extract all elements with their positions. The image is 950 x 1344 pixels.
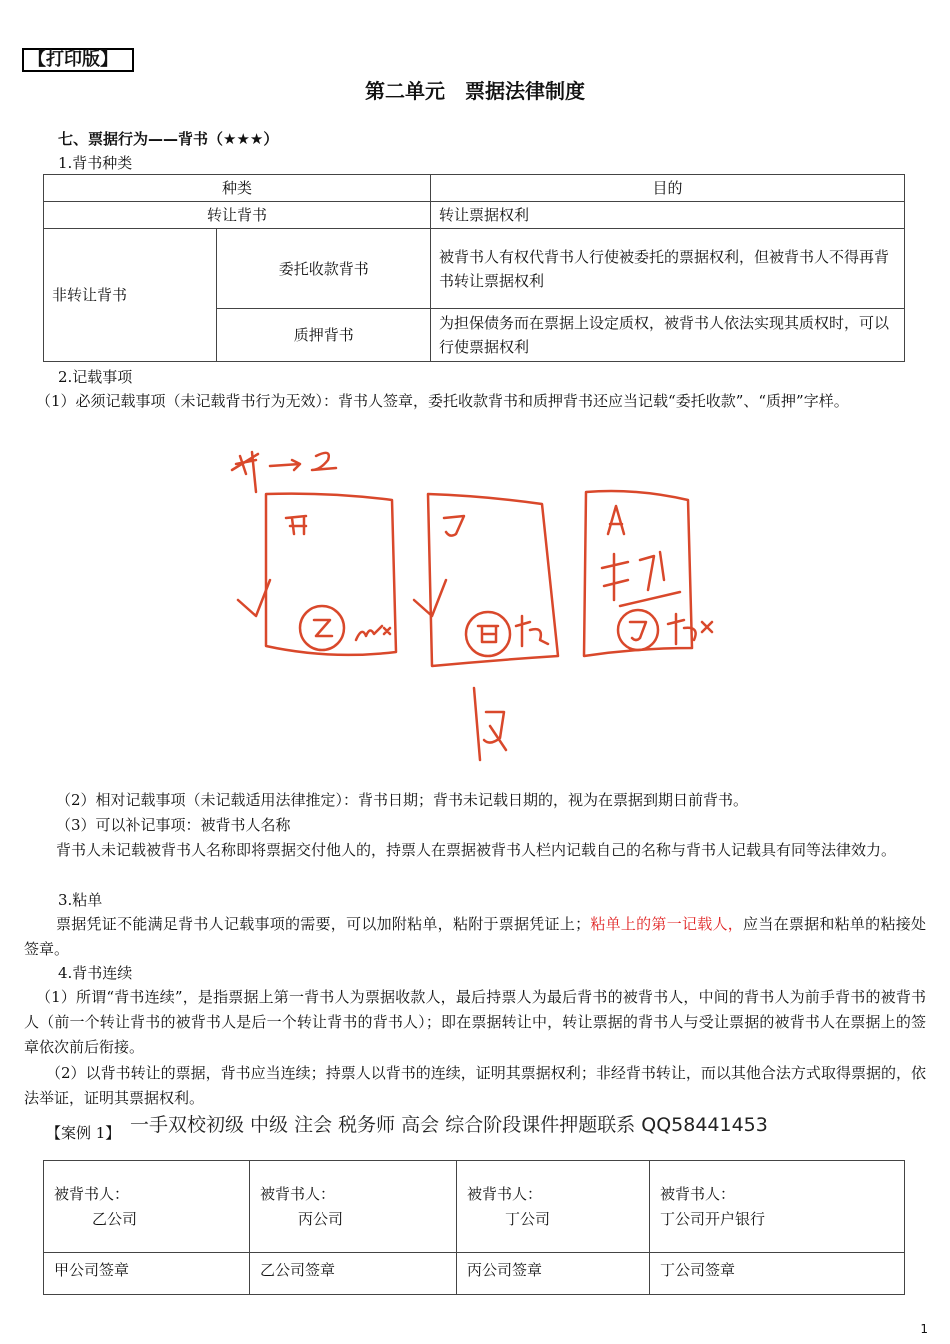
table-cell-purpose: 被背书人有权代背书人行使被委托的票据权利，但被背书人不得再背书转让票据权利	[431, 229, 905, 309]
endorsee-label: 被背书人：	[54, 1185, 130, 1203]
endorsee-label: 被背书人：	[660, 1185, 736, 1203]
handwriting-arrow	[270, 460, 300, 470]
paragraph-supplementary-detail: 背书人未记载被背书人名称即将票据交付他人的，持票人在票据被背书人栏内记载自己的名称与背书人记载具有同等法律效力。	[56, 841, 897, 859]
table-cell-purpose: 转让票据权利	[431, 202, 905, 229]
endorsee-name: 丙公司	[298, 1210, 344, 1228]
handwriting-stroke	[232, 452, 258, 492]
paragraph-continuity-rule: （2）以背书转让的票据，背书应当连续；持票人以背书的连续，证明其票据权利；非经背书转让，而以其他合法方式取得票据的，依法举证，证明其票据权利。	[24, 1064, 926, 1107]
handwriting-stroke	[630, 622, 646, 640]
handwriting-stroke	[516, 616, 548, 646]
handwriting-stroke	[286, 516, 306, 534]
handwriting-stroke	[620, 592, 680, 606]
subheading-allonge: 3.粘单	[58, 891, 103, 909]
handwriting-stroke	[314, 620, 332, 636]
allonge-text-c: 应当在票据和粘单的粘接处签章。	[24, 915, 926, 958]
subheading-continuity: 4.背书连续	[58, 964, 133, 982]
table-header-purpose: 目的	[431, 175, 905, 202]
paragraph-mandatory-items: （1）必须记载事项（未记载背书行为无效）：背书人签章，委托收款背书和质押背书还应当记载“委托收款”、“质押”字样。	[36, 392, 849, 410]
table-cell-endorsee	[457, 1161, 650, 1253]
paragraph-allonge	[24, 912, 926, 962]
handwriting-stroke	[356, 626, 390, 640]
table-cell-signature: 甲公司签章	[44, 1253, 250, 1295]
watermark-text: 一手双校初级 中级 注会 税务师 高会 综合阶段课件押题联系 QQ58441453	[130, 1114, 768, 1136]
table-header-type: 种类	[44, 175, 431, 202]
handwriting-stroke	[602, 552, 664, 600]
sketch-box-2	[428, 494, 558, 666]
case-label: 【案例 1】	[46, 1124, 121, 1142]
subheading-recording-items: 2.记载事项	[58, 368, 133, 386]
handwriting-stroke	[478, 626, 498, 642]
handwriting-stroke	[608, 506, 624, 534]
table-row	[44, 229, 905, 309]
endorsee-name: 丁公司开户银行	[660, 1210, 766, 1228]
table-cell-type: 委托收款背书	[217, 229, 431, 309]
table-row	[44, 202, 905, 229]
table-cell-signature: 丁公司签章	[650, 1253, 905, 1295]
paragraph-supplementary-items: （3）可以补记事项：被背书人名称	[56, 816, 291, 834]
table-header-row	[44, 175, 905, 202]
handwriting-stroke	[474, 688, 506, 760]
table-cell-type: 质押背书	[217, 309, 431, 362]
subheading-endorsement-types: 1.背书种类	[58, 154, 133, 172]
endorsee-name: 丁公司	[505, 1210, 551, 1228]
allonge-highlight: 粘单上的第一记载人，	[590, 915, 744, 933]
paragraph-relative-items: （2）相对记载事项（未记载适用法律推定）：背书日期；背书未记载日期的，视为在票据到期日前背书。	[56, 791, 749, 809]
print-version-badge: 【打印版】	[22, 48, 134, 72]
table-cell-non-transfer: 非转让背书	[44, 229, 217, 362]
table-row	[44, 1161, 905, 1253]
table-cell-signature: 丙公司签章	[457, 1253, 650, 1295]
table-cell-endorsee	[650, 1161, 905, 1253]
sketch-circle-3	[618, 610, 658, 650]
page-number: 1	[920, 1322, 928, 1336]
table-cell-signature: 乙公司签章	[250, 1253, 457, 1295]
section-title: 七、票据行为——背书（★★★）	[58, 130, 279, 148]
table-cell-purpose: 为担保债务而在票据上设定质权，被背书人依法实现其质权时，可以行使票据权利	[431, 309, 905, 362]
handwriting-stroke	[444, 516, 464, 536]
table-cell-endorsee	[44, 1161, 250, 1253]
allonge-text-a: 票据凭证不能满足背书人记载事项的需要，可以加附粘单，粘附于票据凭证上；	[56, 915, 591, 933]
table-cell-endorsee	[250, 1161, 457, 1253]
endorsee-label: 被背书人：	[467, 1185, 543, 1203]
endorsement-types-table	[43, 174, 905, 362]
paragraph-continuity-definition: （1）所谓“背书连续”，是指票据上第一背书人为票据收款人，最后持票人为最后背书的被背书人，中间的背书人为前手背书的被背书人（前一个转让背书的被背书人是后一个转让背书的背书人）；即在票据转让中，转让票据的背书人与受让票据的被背书人在票据上的签章依次前后衔接。	[24, 988, 926, 1056]
case-endorsement-table	[43, 1160, 905, 1295]
handwriting-stroke	[312, 453, 336, 470]
endorsee-label: 被背书人：	[260, 1185, 336, 1203]
table-cell-type: 转让背书	[44, 202, 431, 229]
endorsee-name: 乙公司	[92, 1210, 138, 1228]
handwritten-sketch	[0, 430, 950, 790]
table-row	[44, 1253, 905, 1295]
page-title: 第二单元 票据法律制度	[365, 79, 585, 103]
